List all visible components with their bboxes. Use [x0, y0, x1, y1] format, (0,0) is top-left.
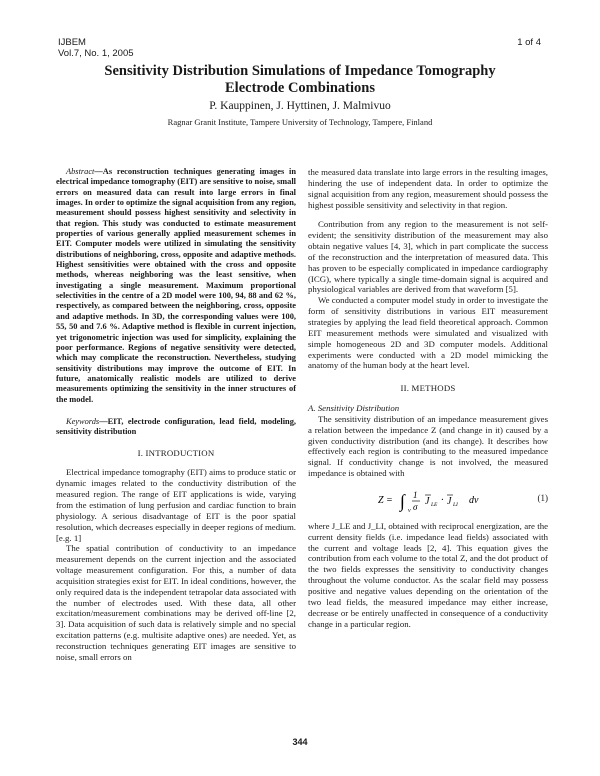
- svg-text:LI: LI: [453, 501, 458, 508]
- title-line-1: Sensitivity Distribution Simulations of Impedance Tomography: [104, 63, 496, 79]
- svg-text:·: ·: [441, 494, 444, 506]
- abstract: [56, 167, 296, 405]
- methods-paragraph-2: where J_LE and J_LI, obtained with reciprocal energization, are the current density fields (i.e. impedance lead fields) associated with the current and voltage leads [2, 4]. This equation gives the contribution from each volume to the total Z, and the dot product of the two fields expresses the sensitivity to conductivity changes throughout the volume conductor. As the scalar field may possess positive and negative values depending on the orientation of the two lead fields, the measured impedance may either increase, decrease or be entirely unaffected in consequence of a conductivity change in a particular region.: [308, 520, 548, 629]
- equation-1: [308, 483, 548, 517]
- impedance-equation: [378, 483, 548, 517]
- keywords-text: —EIT, electrode configuration, lead field, modeling, sensitivity distribution: [56, 416, 296, 437]
- right-paragraph-3: We conducted a computer model study in order to investigate the form of sensitivity distributions in various EIT measurement strategies by applying the lead field theoretical approach. Common EIT measurement methods were simulated and visualized with simple homogeneous 2D and 3D computer models. Additional experiments were conducted with a 2D model mimicking the anatomy of the human body at the heart level.: [308, 295, 548, 371]
- methods-paragraph-1: The sensitivity distribution of an impedance measurement gives a relation between the impedance Z (and change in it) caused by a given conductivity distribution (and its change). It describes how effectively each region is contributing to the measured impedance signal. If conductivity change is not involved, the measured impedance is obtained with: [308, 413, 548, 479]
- svg-text:σ: σ: [413, 501, 418, 512]
- authors: P. Kauppinen, J. Hyttinen, J. Malmivuo: [209, 100, 391, 112]
- section-heading-introduction: I. INTRODUCTION: [137, 447, 215, 458]
- right-paragraph-2: Contribution from any region to the measurement is not self-evident; the sensitivity distribution of the measurement may also obtain negative values [4, 3], which in part complicate the success of the reconstruction and the interpretation of measured data. This has proven to be especially complicated in impedance cardiography (ICG), where typically a single time-domain signal is acquired and physiological variables are derived from that waveform [5].: [308, 219, 548, 295]
- page-number: 344: [292, 737, 308, 747]
- svg-text:∫: ∫: [400, 490, 405, 511]
- svg-text:LE: LE: [431, 501, 438, 508]
- left-column: [56, 167, 296, 663]
- journal-volume: Vol.7, No. 1, 2005: [58, 48, 134, 59]
- intro-paragraph-2: The spatial contribution of conductivity to an impedance measurement depends on the current injection and the associated voltage measurement configuration. For this, a number of data acquisition strategies exist for EIT. In ideal conditions, however, the only required data is the independent tetrapolar data associated with the number of electrodes used. With these data, all other excitation/measurement combinations may be derived off-line [2, 3]. Data acquisition of such data is relatively simple and no special excitation patterns (e.g. multisite adaptive ones) are needed. Yet, as reconstruction techniques generating EIT images are sensitive to noise, small errors on: [56, 543, 296, 662]
- title-line-2: Electrode Combinations: [225, 80, 375, 96]
- abstract-text: —As reconstruction techniques generating images in electrical impedance tomography (EIT) are sensitive to noise, small errors on measured data can result into large errors in final images. In order to optimize the signal acquisition from any region, measurement should possess highest sensitivity and selectivity in that region. This study was conducted to estimate measurement properties of various generally applied measurement schemes in EIT. Computer models were utilized in simulating the sensitivity distributions of neighboring, cross, opposite and adaptive methods. Highest sensitivities were obtained with the cross and opposite methods, whereas neighboring was the least sensitive, when investigating a single measurement. Maximum proportional selectivities in the centre of a 2D model were 100, 94, 88 and 62 %, respectively, as compared between the neighboring, cross, opposite and adaptive methods. In 3D, the corresponding values were 100, 55, 50 and 7.6 %. Adaptive method is flexible in current injection, yet trigonometric injection was used for simplicity, explaining the poor performance. Regions of negative sensitivity were detected, which may complicate the reconstruction. Nevertheless, studying sensitivity distributions may improve the outcome of EIT. In future, anatomically realistic models are utilized to derive measurements optimizing the sensitivity in the inner structures of the model.: [56, 167, 296, 404]
- svg-text:Z =: Z =: [378, 494, 393, 506]
- svg-text:J: J: [447, 495, 452, 507]
- intro-paragraph-1: Electrical impedance tomography (EIT) aims to produce static or dynamic images related to the conductivity distribution of the measured region. The range of EIT applications is wide, varying from the estimation of lung perfusion and cardiac function to brain physiology. A serious disadvantage of EIT is the poor spatial resolution, which decreases especially in deeper regions of medium. [e.g. 1]: [56, 467, 296, 543]
- keywords-label: Keywords: [66, 416, 100, 426]
- journal-name: IJBEM: [58, 37, 86, 48]
- equation-number: (1): [537, 492, 548, 503]
- right-paragraph-1: the measured data translate into large errors in the resulting images, hindering the use of independent data. In order to optimize the signal acquisition from any region, measurement should possess the highest possible sensitivity and selectivity in that region.: [308, 167, 548, 210]
- affiliation: Ragnar Granit Institute, Tampere University of Technology, Tampere, Finland: [167, 117, 433, 127]
- page-of-indicator: 1 of 4: [517, 37, 541, 48]
- subsection-heading: A. Sensitivity Distribution: [308, 403, 400, 414]
- svg-text:dv: dv: [469, 494, 479, 506]
- right-column: [308, 167, 548, 629]
- paper-title: [60, 63, 540, 97]
- section-heading-methods: II. METHODS: [400, 383, 456, 394]
- svg-text:v: v: [408, 507, 411, 514]
- keywords: [56, 417, 296, 438]
- svg-text:J: J: [425, 495, 430, 507]
- svg-text:1: 1: [413, 489, 418, 500]
- abstract-label: Abstract: [66, 167, 95, 176]
